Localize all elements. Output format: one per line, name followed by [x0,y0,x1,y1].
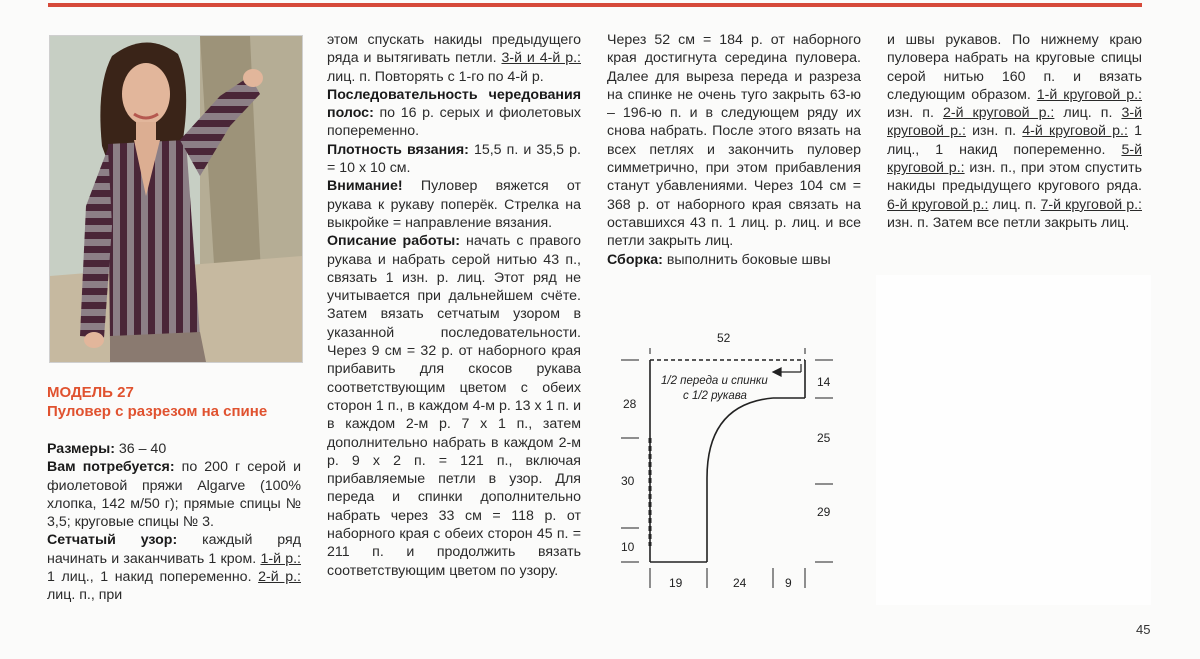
round-row-7: 7-й круговой р.: [1040,196,1142,213]
round-row-4: 4-й круговой р.: [1022,123,1128,140]
assembly-text: выполнить боковые швы [662,251,831,268]
top-accent-bar [48,3,1142,7]
dim-bottom-a: 19 [669,576,683,590]
sizes-text: 36 – 40 [114,441,167,457]
edging-text-7: лиц. п. [988,196,1041,213]
sizes-label: Размеры: [47,441,115,457]
edging-text-5: 1 лиц., 1 накид попеременно. [887,123,1142,158]
direction-arrow-icon [773,368,781,376]
edging-text-6: изн. п., при этом спустить накиды предыдущего кругового ряда. [887,160,1142,195]
density-label: Плотность вязания: [327,141,469,158]
text-column-1 [47,440,301,605]
dim-left-low: 10 [621,540,635,554]
description-label: Описание работы: [327,233,460,250]
mesh-text-a: каждый ряд начинать и заканчивать 1 кром. [47,532,301,567]
round-row-6: 6-й круговой р.: [887,196,989,213]
materials-label: Вам потребуется: [47,459,175,476]
mesh-continued [327,31,581,86]
schema-curve [707,398,773,562]
mesh-cont-text-b: лиц. п. Повторять с 1-го по 4-й р. [327,68,544,85]
model-photo [49,35,303,363]
dim-left-mid: 30 [621,474,635,488]
edging-text-3: лиц. п. [1054,105,1122,122]
continuation-paragraph: Через 52 см = 184 р. от наборного края достигнута середина пуловера. Далее для выреза переда и разреза на спинке не очень туго закрыть 63-ю – 196-ю п. и в следующем ряду их снова набрать. После этого вязать на всех петлях и закончить пуловер симметрично, при этом прибавления станут убавлениями. Через 104 см = 368 р. от наборного края связать на оставшихся 43 п. 1 лиц. р. лиц. и все петли закрыть лиц. [607,32,861,250]
round-row-5: 5-й круговой р.: [887,141,1142,177]
edging-paragraph [887,31,1142,232]
dim-right-top: 14 [817,375,831,389]
text-column-4 [887,31,1142,232]
attention-label: Внимание! [327,178,403,195]
mesh-row-3-4: 3-й и 4-й р.: [501,50,581,67]
schema-label-line-2: с 1/2 рукава [683,390,747,402]
sequence-text: по 16 р. серых и фиолетовых попеременно. [327,105,581,140]
dim-top: 52 [717,331,731,345]
materials-text: по 200 г серой и фиолетовой пряжи Algarve (100% хлопка, 142 м/50 г); прямые спицы № 3,5; круговые спицы № 3. [47,459,301,531]
sequence-label: Последовательность чередования полос: [327,86,581,122]
round-row-1: 1-й круговой р.: [1036,86,1142,103]
dim-bottom-c: 9 [785,576,792,590]
assembly-paragraph [607,251,861,269]
edging-text-2: изн. п. [887,105,943,122]
density-text: 15,5 п. и 35,5 р. = 10 х 10 см. [327,141,581,177]
description-text: начать с правого рукава и набрать серой нитью 43 п., связать 1 изн. р. лиц. Этот ряд не учитывается при дальнейшем счёте. Затем вязать сетчатым узором в указанной последовательности. Через 9 см = 32 р. от наборного края прибавить для скосов рукава соответствующим цветом с обеих сторон 1 п., в каждом 4-м р. 13 х 1 п. и в каждом 2-м р. 7 х 1 п., затем дополнительно набрать в каждом 2-м р. 9 х 2 п. = 121 п., включая прибавляемые петли в узор. Для переда и спинки дополнительно набрать через 33 см = 118 р. от наборного края с обеих сторон 45 п. = 211 п. и продолжить вязать соответствующим цветом по узору. [327,233,581,579]
text-column-2 [327,31,581,580]
model-title: МОДЕЛЬ 27 [47,384,134,401]
dim-right-mid: 25 [817,431,831,445]
edging-text-1: и швы рукавов. По нижнему краю пуловера набрать на круговые спицы серой нитью 160 п. и вязать следующим образом. [887,32,1142,103]
description-paragraph [327,232,581,580]
mesh-paragraph [47,531,301,604]
mesh-label: Сетчатый узор: [47,532,178,549]
assembly-label: Сборка: [607,251,663,268]
mesh-cont-text-a: этом спускать накиды предыдущего ряда и вытягивать петли. [327,32,581,67]
dim-left-upper: 28 [623,397,637,411]
sequence-paragraph [327,86,581,141]
mesh-row-2: 2-й р.: [258,569,301,586]
edging-text-8: изн. п. Затем все петли закрыть лиц. [887,214,1130,231]
density-paragraph [327,141,581,178]
sizes-paragraph [47,440,301,458]
attention-text: Пуловер вяжется от рукава к рукаву поперёк. Стрелка на выкройке = направление вязания. [327,178,581,231]
dim-bottom-b: 24 [733,576,747,590]
dim-right-low: 29 [817,505,831,519]
mesh-row-1: 1-й р.: [260,550,301,567]
pattern-schema [605,318,867,598]
mesh-text-b: 1 лиц., 1 накид попеременно. [47,569,259,586]
edging-text-4: изн. п. [965,123,1023,140]
page-number: 45 [1136,622,1151,637]
materials-paragraph [47,458,301,531]
round-row-3: 3-й круговой р.: [887,105,1142,140]
blank-area [876,275,1151,605]
mesh-text-c: лиц. п., при [47,587,123,604]
model-subtitle: Пуловер с разрезом на спине [47,403,268,420]
schema-label-line-1: 1/2 переда и спинки [661,375,768,387]
attention-paragraph [327,177,581,232]
round-row-2: 2-й круговой р.: [942,105,1055,122]
text-column-3 [607,31,861,269]
